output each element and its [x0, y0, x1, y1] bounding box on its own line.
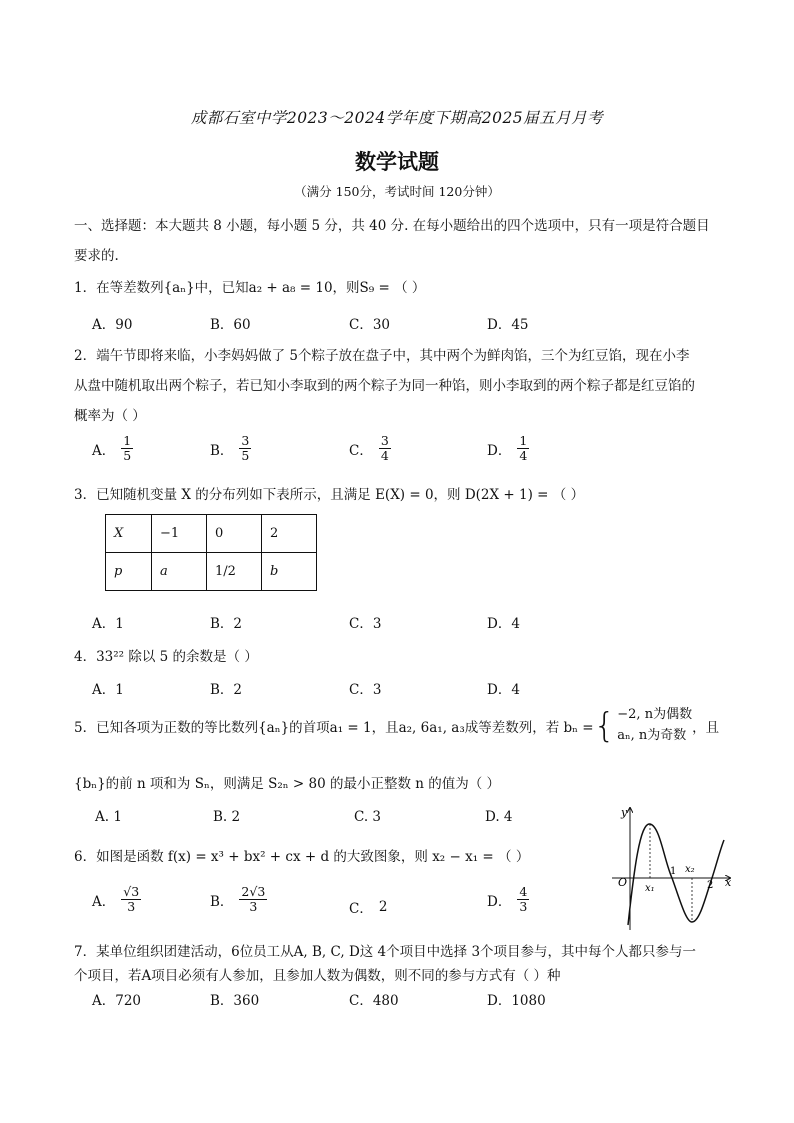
y-axis-label: y: [621, 806, 628, 819]
x1-label: x₁: [645, 883, 655, 894]
table-cell: 2: [262, 515, 317, 553]
q7-line2: 个项目，若A项目必须有人参加，且参加人数为偶数，则不同的参与方式有（ ）种: [74, 968, 561, 984]
q2-line1: 2．端午节即将来临，小李妈妈做了 5个粽子放在盘子中，其中两个为鲜肉馅，三个为红豆馅，现在小李: [74, 348, 690, 364]
origin-label: O: [618, 876, 628, 889]
q1-option-b: B．60: [210, 317, 251, 333]
q3-option-b: B．2: [210, 616, 243, 632]
table-cell: −1: [152, 515, 207, 553]
q2-option-c: C． $\frac{3}{4}$: [349, 433, 389, 464]
q5-option-d: D. 4: [485, 809, 513, 825]
exam-title: 成都石室中学2023～2024学年度下期高2025届五月月考: [190, 109, 604, 127]
q5-option-b: B. 2: [213, 809, 241, 825]
q4-option-b: B．2: [210, 682, 243, 698]
q3-option-a: A．1: [92, 616, 124, 632]
q4-option-c: C．3: [349, 682, 382, 698]
q2-line3: 概率为（ ）: [74, 408, 146, 424]
tick-2-label: 2: [707, 880, 714, 891]
x-axis-label: x: [725, 876, 732, 889]
q1-stem: 1．在等差数列{aₙ}中，已知a₂ + a₈ = 10，则S₉ = （ ）: [74, 280, 426, 296]
q6-stem: 6．如图是函数 f(x) = x³ + bx² + cx + d 的大致图象，则 x₂ − x₁ = （ ）: [74, 849, 530, 865]
q6-option-d: D． $\frac{4}{3}$: [487, 884, 528, 915]
q6-option-a: A． $\frac{√3}{3}$: [92, 884, 140, 915]
table-cell: a: [152, 553, 207, 591]
q1-option-c: C．30: [349, 317, 391, 333]
q2-option-b: B． $\frac{3}{5}$: [210, 433, 250, 464]
q6-option-c: C． 2: [349, 899, 388, 917]
q7-option-d: D．1080: [487, 993, 546, 1009]
score-note: （满分 150分，考试时间 120分钟）: [294, 184, 500, 199]
q1-option-a: A．90: [92, 317, 133, 333]
q5-option-a: A. 1: [95, 809, 122, 825]
q5-stem-line2: {bₙ}的前 n 项和为 Sₙ，则满足 S₂ₙ > 80 的最小正整数 n 的值为（ ）: [74, 776, 501, 792]
q3-option-c: C．3: [349, 616, 382, 632]
q6-function-graph: [602, 800, 742, 935]
q5-option-c: C. 3: [354, 809, 382, 825]
q3-option-d: D．4: [487, 616, 520, 632]
table-cell: p: [106, 553, 152, 591]
q4-stem: 4．33²² 除以 5 的余数是（ ）: [74, 649, 258, 665]
x2-label: x₂: [685, 864, 695, 875]
q7-option-c: C．480: [349, 993, 399, 1009]
q7-line1: 7．某单位组织团建活动，6位员工从A, B, C, D这 4个项目中选择 3个项目参与，其中每个人都只参与一: [74, 944, 697, 960]
section-instructions-line2: 要求的.: [74, 248, 119, 264]
section-instructions-line1: 一、选择题：本大题共 8 小题，每小题 5 分，共 40 分. 在每小题给出的四个选项中，只有一项是符合题目: [74, 218, 710, 234]
table-cell: b: [262, 553, 317, 591]
table-cell: X: [106, 515, 152, 553]
q7-option-b: B．360: [210, 993, 260, 1009]
subject-title: 数学试题: [355, 149, 439, 174]
q2-option-a: A． $\frac{1}{5}$: [92, 433, 132, 464]
q7-option-a: A．720: [92, 993, 142, 1009]
q4-option-a: A．1: [92, 682, 124, 698]
q2-option-d: D． $\frac{1}{4}$: [487, 433, 528, 464]
q5-piecewise: { −2, n为偶数 aₙ, n为奇数: [593, 705, 693, 746]
q6-option-b: B． $\frac{2√3}{3}$: [210, 884, 266, 915]
q3-distribution-table: [105, 514, 317, 591]
table-cell: 1/2: [207, 553, 262, 591]
tick-1-label: 1: [670, 866, 677, 877]
q2-line2: 从盘中随机取出两个粽子，若已知小李取到的两个粽子为同一种馅，则小李取到的两个粽子都是红豆馅的: [74, 378, 695, 394]
q3-stem: 3．已知随机变量 X 的分布列如下表所示，且满足 E(X) = 0，则 D(2X + 1) = （ ）: [74, 487, 585, 503]
q4-option-d: D．4: [487, 682, 520, 698]
table-cell: 0: [207, 515, 262, 553]
q5-stem-line1: 5．已知各项为正数的等比数列{aₙ}的首项a₁ = 1，且a₂, 6a₁, a₃成等差数列，若 bₙ = { −2, n为偶数 aₙ, n为奇数 ，且: [74, 705, 720, 746]
q1-option-d: D．45: [487, 317, 529, 333]
